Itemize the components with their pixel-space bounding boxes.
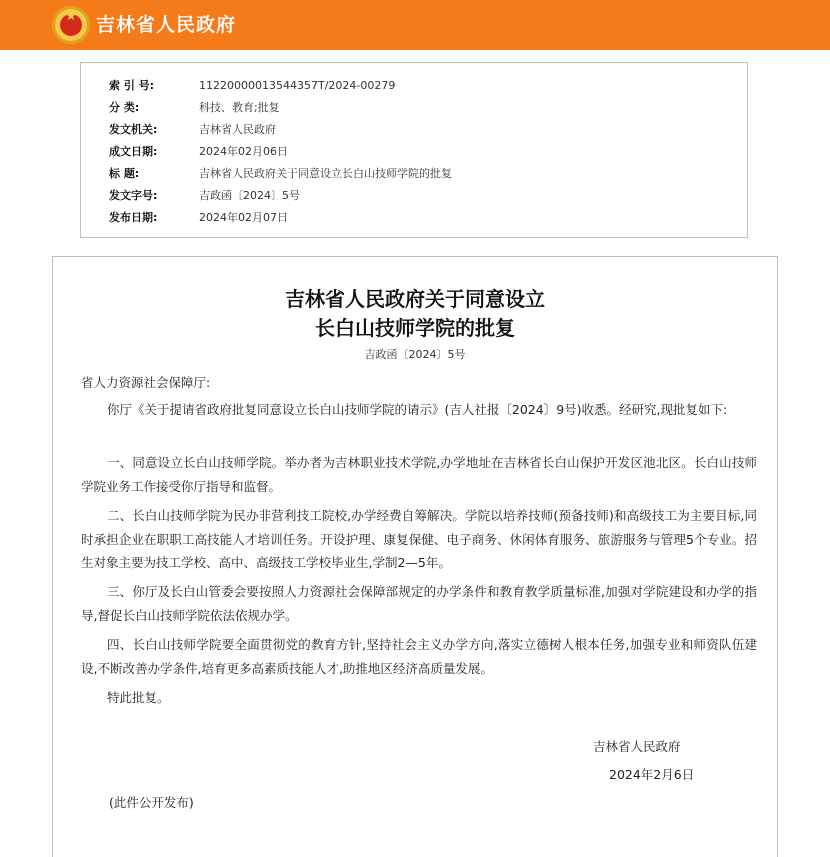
meta-label: 标 题: [109, 167, 140, 180]
meta-label: 分 类: [109, 101, 140, 114]
meta-label: 发文字号: [109, 189, 158, 202]
paragraph-item-2: 二、长白山技师学院为民办非营利技工院校,办学经费自筹解决。学院以培养技师(预备技师)和高级技工为主要目标,同时承担企业在职职工高技能人才培训任务。开设护理、康复保健、电子商务、休闲体育服务、旅游服务与管理5个专业。招生对象主要为技工学校、高中、高级技工学校毕业生,学制2—5年。 [81, 508, 757, 570]
salutation: 省人力资源社会保障厅: [81, 375, 211, 390]
meta-value: 吉林省人民政府 [199, 123, 276, 136]
document-title-line-2: 长白山技师学院的批复 [315, 316, 515, 340]
national-emblem-icon[interactable]: ★ [52, 6, 90, 44]
meta-value: 科技、教育;批复 [199, 101, 280, 114]
meta-value: 11220000013544357T/2024-00279 [199, 79, 396, 92]
meta-value: 吉林省人民政府关于同意设立长白山技师学院的批复 [199, 167, 452, 180]
publish-note: (此件公开发布) [109, 795, 194, 810]
document-number: 吉政函〔2024〕5号 [364, 348, 466, 361]
document-title-line-1: 吉林省人民政府关于同意设立 [285, 287, 545, 311]
signature-organization: 吉林省人民政府 [593, 739, 681, 754]
paragraph-item-3: 三、你厅及长白山管委会要按照人力资源社会保障部规定的办学条件和教育教学质量标准,加强对学院建设和办学的指导,督促长白山技师学院依法依规办学。 [81, 584, 757, 623]
paragraph-item-4: 四、长白山技师学院要全面贯彻党的教育方针,坚持社会主义办学方向,落实立德树人根本任务,加强专业和师资队伍建设,不断改善办学条件,培育更多高素质技能人才,助推地区经济高质量发展。 [81, 637, 757, 676]
paragraph-closing: 特此批复。 [107, 690, 170, 705]
meta-value: 吉政函〔2024〕5号 [199, 189, 300, 202]
paragraph-intro: 你厅《关于提请省政府批复同意设立长白山技师学院的请示》(吉人社报〔2024〕9号)收悉。经研究,现批复如下: [107, 402, 728, 417]
document-body [52, 256, 778, 857]
signature-date: 2024年2月6日 [609, 767, 695, 782]
site-title[interactable]: 吉林省人民政府 [96, 14, 237, 36]
meta-value: 2024年02月07日 [199, 211, 288, 224]
meta-value: 2024年02月06日 [199, 145, 288, 158]
meta-label: 索 引 号: [109, 79, 155, 92]
top-header-bar [0, 0, 830, 50]
paragraph-item-1: 一、同意设立长白山技师学院。举办者为吉林职业技术学院,办学地址在吉林省长白山保护开发区池北区。长白山技师学院业务工作接受你厅指导和监督。 [81, 455, 757, 494]
meta-label: 发文机关: [109, 123, 158, 136]
meta-label: 成文日期: [109, 145, 158, 158]
meta-label: 发布日期: [109, 211, 158, 224]
document-metadata-box [80, 62, 748, 238]
